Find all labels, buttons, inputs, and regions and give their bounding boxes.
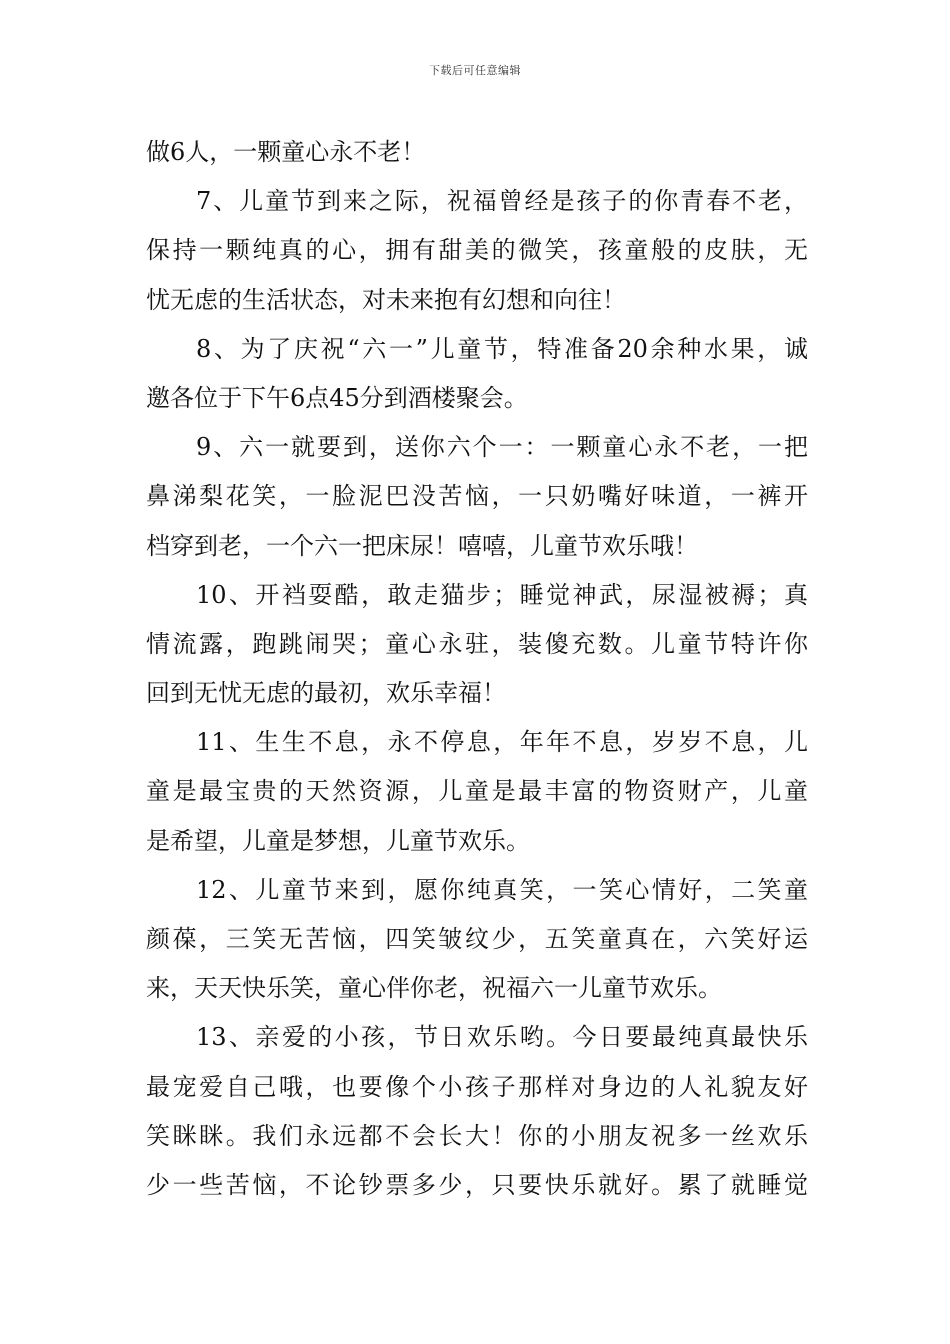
text-line: 13、亲爱的小孩，节日欢乐哟。今日要最纯真最快乐 <box>196 1023 808 1052</box>
text-line: 童是最宝贵的天然资源，儿童是最丰富的物资财产，儿童 <box>146 777 808 806</box>
text-line: 保持一颗纯真的心，拥有甜美的微笑，孩童般的皮肤，无 <box>146 236 808 265</box>
text-line: 颜葆，三笑无苦恼，四笑皱纹少，五笑童真在，六笑好运 <box>146 925 808 953</box>
text-line: 邀各位于下午6点45分到酒楼聚会。 <box>146 383 528 412</box>
text-line: 11、生生不息，永不停息，年年不息，岁岁不息，儿 <box>196 728 808 757</box>
text-line: 档穿到老，一个六一把床尿！嘻嘻，儿童节欢乐哦！ <box>146 531 698 560</box>
text-line: 是希望，儿童是梦想，儿童节欢乐。 <box>146 826 530 855</box>
text-line: 回到无忧无虑的最初，欢乐幸福！ <box>146 679 506 708</box>
page-header: 下载后可任意编辑 <box>429 64 521 77</box>
text-line: 8、为了庆祝“六一”儿童节，特准备20余种水果，诚 <box>196 334 808 363</box>
text-line: 10、开裆耍酷，敢走猫步；睡觉神武，尿湿被褥；真 <box>196 580 808 609</box>
text-line: 少一些苦恼，不论钞票多少，只要快乐就好。累了就睡觉 <box>146 1170 808 1199</box>
document-body <box>146 128 808 1210</box>
text-line: 做6人，一颗童心永不老！ <box>146 138 426 166</box>
text-line: 12、儿童节来到，愿你纯真笑，一笑心情好，二笑童 <box>196 875 808 904</box>
text-line: 忧无虑的生活状态，对未来抱有幻想和向往！ <box>146 285 626 314</box>
text-line: 最宠爱自己哦，也要像个小孩子那样对身边的人礼貌友好 <box>146 1072 808 1101</box>
text-line: 鼻涕梨花笑，一脸泥巴没苦恼，一只奶嘴好味道，一裤开 <box>146 482 808 511</box>
text-line: 情流露，跑跳闹哭；童心永驻，装傻充数。儿童节特许你 <box>146 629 808 658</box>
text-line: 笑眯眯。我们永远都不会长大！你的小朋友祝多一丝欢乐 <box>146 1121 808 1150</box>
text-line: 9、六一就要到，送你六个一：一颗童心永不老，一把 <box>196 433 808 462</box>
text-line: 7、儿童节到来之际，祝福曾经是孩子的你青春不老， <box>196 187 808 216</box>
text-line: 来，天天快乐笑，童心伴你老，祝福六一儿童节欢乐。 <box>146 974 722 1003</box>
